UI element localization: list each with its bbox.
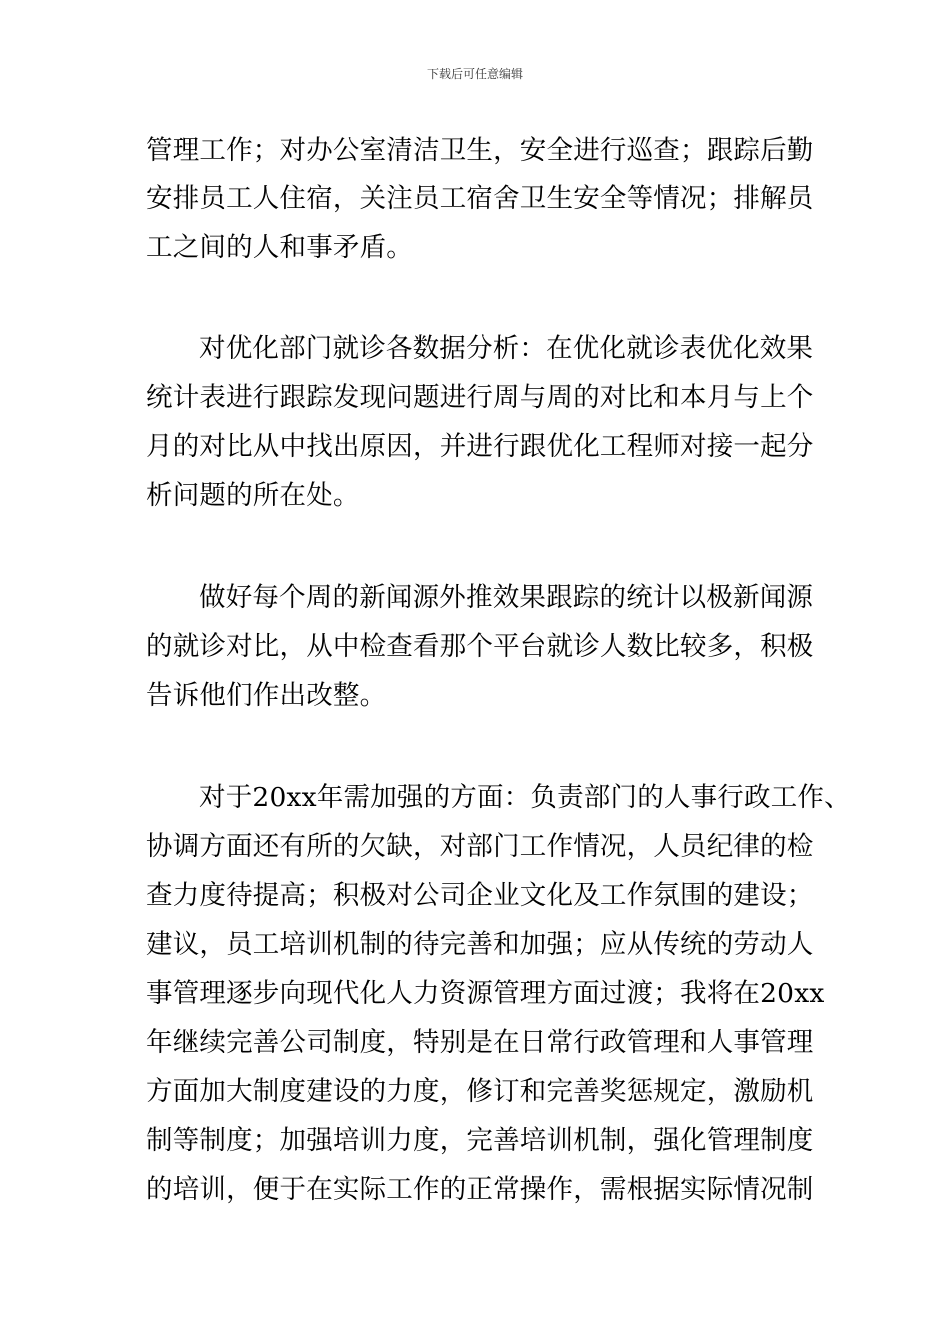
paragraph-2-line-4: 析问题的所在处。 [146, 480, 360, 511]
paragraph-4-line-1: 对于20xx年需加强的方面：负责部门的人事行政工作、 [199, 782, 851, 813]
paragraph-1-line-3: 工之间的人和事矛盾。 [146, 232, 413, 263]
paragraph-1-line-2: 安排员工人住宿，关注员工宿舍卫生安全等情况；排解员 [146, 183, 814, 214]
paragraph-4-line-6: 年继续完善公司制度，特别是在日常行政管理和人事管理 [146, 1027, 814, 1058]
paragraph-4-line-8: 制等制度；加强培训力度，完善培训机制，强化管理制度 [146, 1125, 814, 1156]
paragraph-4-line-4: 建议，员工培训机制的待完善和加强；应从传统的劳动人 [146, 929, 814, 960]
paragraph-4-line-5: 事管理逐步向现代化人力资源管理方面过渡；我将在20xx [146, 978, 825, 1009]
page-header: 下载后可任意编辑 [426, 67, 523, 81]
paragraph-4-line-7: 方面加大制度建设的力度，修订和完善奖惩规定，激励机 [146, 1076, 814, 1107]
paragraph-4-line-3: 查力度待提高；积极对公司企业文化及工作氛围的建设； [146, 880, 814, 911]
paragraph-3-line-2: 的就诊对比，从中检查看那个平台就诊人数比较多，积极 [146, 631, 814, 662]
paragraph-2-line-2: 统计表进行跟踪发现问题进行周与周的对比和本月与上个 [146, 382, 814, 413]
paragraph-4-line-9: 的培训，便于在实际工作的正常操作，需根据实际情况制 [146, 1174, 814, 1205]
paragraph-1-line-1: 管理工作；对办公室清洁卫生，安全进行巡查；跟踪后勤 [146, 135, 814, 166]
paragraph-3-line-3: 告诉他们作出改整。 [146, 680, 387, 711]
paragraph-4-line-2: 协调方面还有所的欠缺，对部门工作情况，人员纪律的检 [146, 831, 814, 862]
paragraph-3-line-1: 做好每个周的新闻源外推效果跟踪的统计以极新闻源 [199, 582, 814, 613]
paragraph-2-line-1: 对优化部门就诊各数据分析：在优化就诊表优化效果 [199, 333, 814, 364]
paragraph-2-line-3: 月的对比从中找出原因，并进行跟优化工程师对接一起分 [146, 431, 814, 462]
